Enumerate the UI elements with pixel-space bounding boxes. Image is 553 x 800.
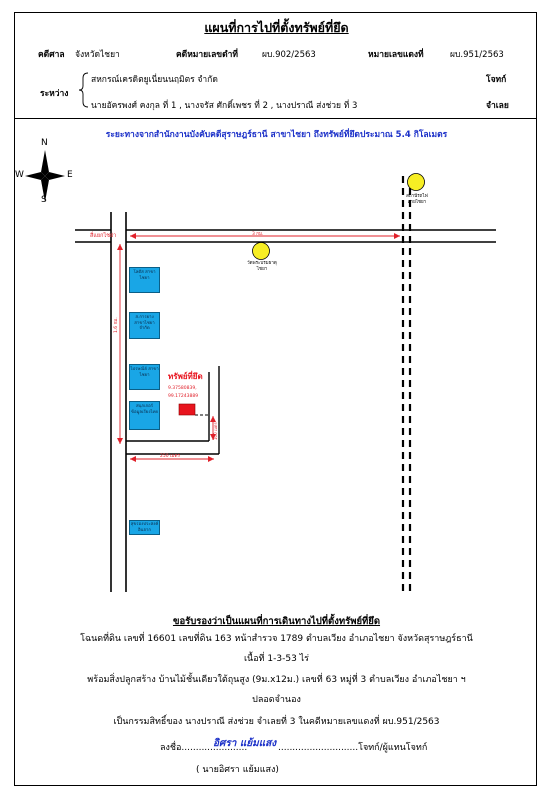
shop-lotus: โลตัส สาขาไชยา xyxy=(129,267,160,293)
defendant-role: จำเลย xyxy=(486,101,509,111)
cert-line-1: โฉนดที่ดิน เลขที่ 16601 เลขที่ดิน 163 หน้าสำรวจ 1789 ตำบลเวียง อำเภอไชยา จังหวัดสุราษฎร์ธานี xyxy=(80,634,473,644)
signature: อิศรา แย้มแสง xyxy=(213,738,277,749)
shop-bottom: สุขรองประสงค์ อินจาก xyxy=(129,520,160,535)
court-label: คดีศาล xyxy=(38,50,65,60)
station-label: สถานีรถไฟ สายไชยา xyxy=(406,194,428,205)
dist-100: 100 เมตร xyxy=(213,422,218,440)
cert-line-3: พร้อมสิ่งปลูกสร้าง บ้านไม้ชั้นเดียวใต้ถุนสูง (9ม.x12ม.) เลขที่ 63 หมู่ที่ 3 ตำบลเวียง อำเภอไชยา ฯ xyxy=(87,675,466,685)
compass-n: N xyxy=(41,138,48,148)
station-marker xyxy=(408,174,425,191)
defendant-name: นายอัครพงศ์ คงกุล ที่ 1 , นางจรัส ศักดิ์เพชร ที่ 2 , นางปราณี ส่งช่วย ที่ 3 xyxy=(91,101,358,111)
temple-label: วัดพระบรมธาตุไชยา xyxy=(247,261,277,272)
property-label: ทรัพย์ที่ยึด xyxy=(168,372,203,381)
page-title: แผนที่การไปที่ตั้งทรัพย์ที่ยึด xyxy=(204,20,349,35)
between-label: ระหว่าง xyxy=(40,89,69,99)
distance-text: ระยะทางจากสำนักงานบังคับคดีสุราษฎร์ธานี สาขาไชยา ถึงทรัพย์ที่ยึดประมาณ 5.4 กิโลเมตร xyxy=(105,130,448,140)
temple-marker xyxy=(253,243,270,260)
case-red-label: หมายเลขแดงที่ xyxy=(368,50,424,60)
cert-line-4: ปลอดจำนอง xyxy=(252,695,301,705)
certification-heading: ขอรับรองว่าเป็นแผนที่การเดินทางไปที่ตั้งทรัพย์ที่ยึด xyxy=(172,616,381,627)
cert-line-5: เป็นกรรมสิทธิ์ของ นางปราณี ส่งช่วย จำเลยที่ 3 ในคดีหมายเลขแดงที่ ผบ.951/2563 xyxy=(113,717,440,727)
property-marker xyxy=(179,404,195,415)
intersection-label: สี่แยกไชย่า xyxy=(90,233,117,239)
court-value: จังหวัดไชยา xyxy=(75,50,120,60)
sign-suffix: ............................โจทก์/ผู้แทนโจทก์ xyxy=(278,743,428,753)
dist-250: 250 เมตร xyxy=(160,454,180,459)
coord-lon: 99.17243889 xyxy=(168,394,199,399)
compass-e: E xyxy=(67,170,73,180)
coord-lat: 9.37580839, xyxy=(168,386,197,391)
sign-prefix: ลงชื่อ....................... xyxy=(160,743,248,753)
printed-name: ( นายอิศรา แย้มแสง) xyxy=(196,765,279,775)
case-black-label: คดีหมายเลขดำที่ xyxy=(176,50,238,60)
compass-s: S xyxy=(41,195,47,205)
shop-snooker: สนุกเกอร์ ข้อมูลเรียงไทย xyxy=(129,401,160,430)
cert-line-2: เนื้อที่ 1-3-53 ไร่ xyxy=(243,654,310,664)
shop-post-office: ไปรษณีย์ สาขาไชยา xyxy=(129,364,160,390)
case-black-value: ผบ.902/2563 xyxy=(262,50,316,60)
horizontal-distance: 3 กม. xyxy=(252,232,264,237)
compass-w: W xyxy=(15,170,24,180)
case-red-value: ผบ.951/2563 xyxy=(450,50,504,60)
vertical-distance: 1.6 กม. xyxy=(114,317,119,333)
plaintiff-name: สหกรณ์เครดิตยูเนี่ยนนฤมิตร จำกัด xyxy=(91,75,218,85)
plaintiff-role: โจทก์ xyxy=(486,75,507,85)
shop-rubber-coop: ส.การยาง สาขาไชยา จำกัด xyxy=(129,312,160,339)
